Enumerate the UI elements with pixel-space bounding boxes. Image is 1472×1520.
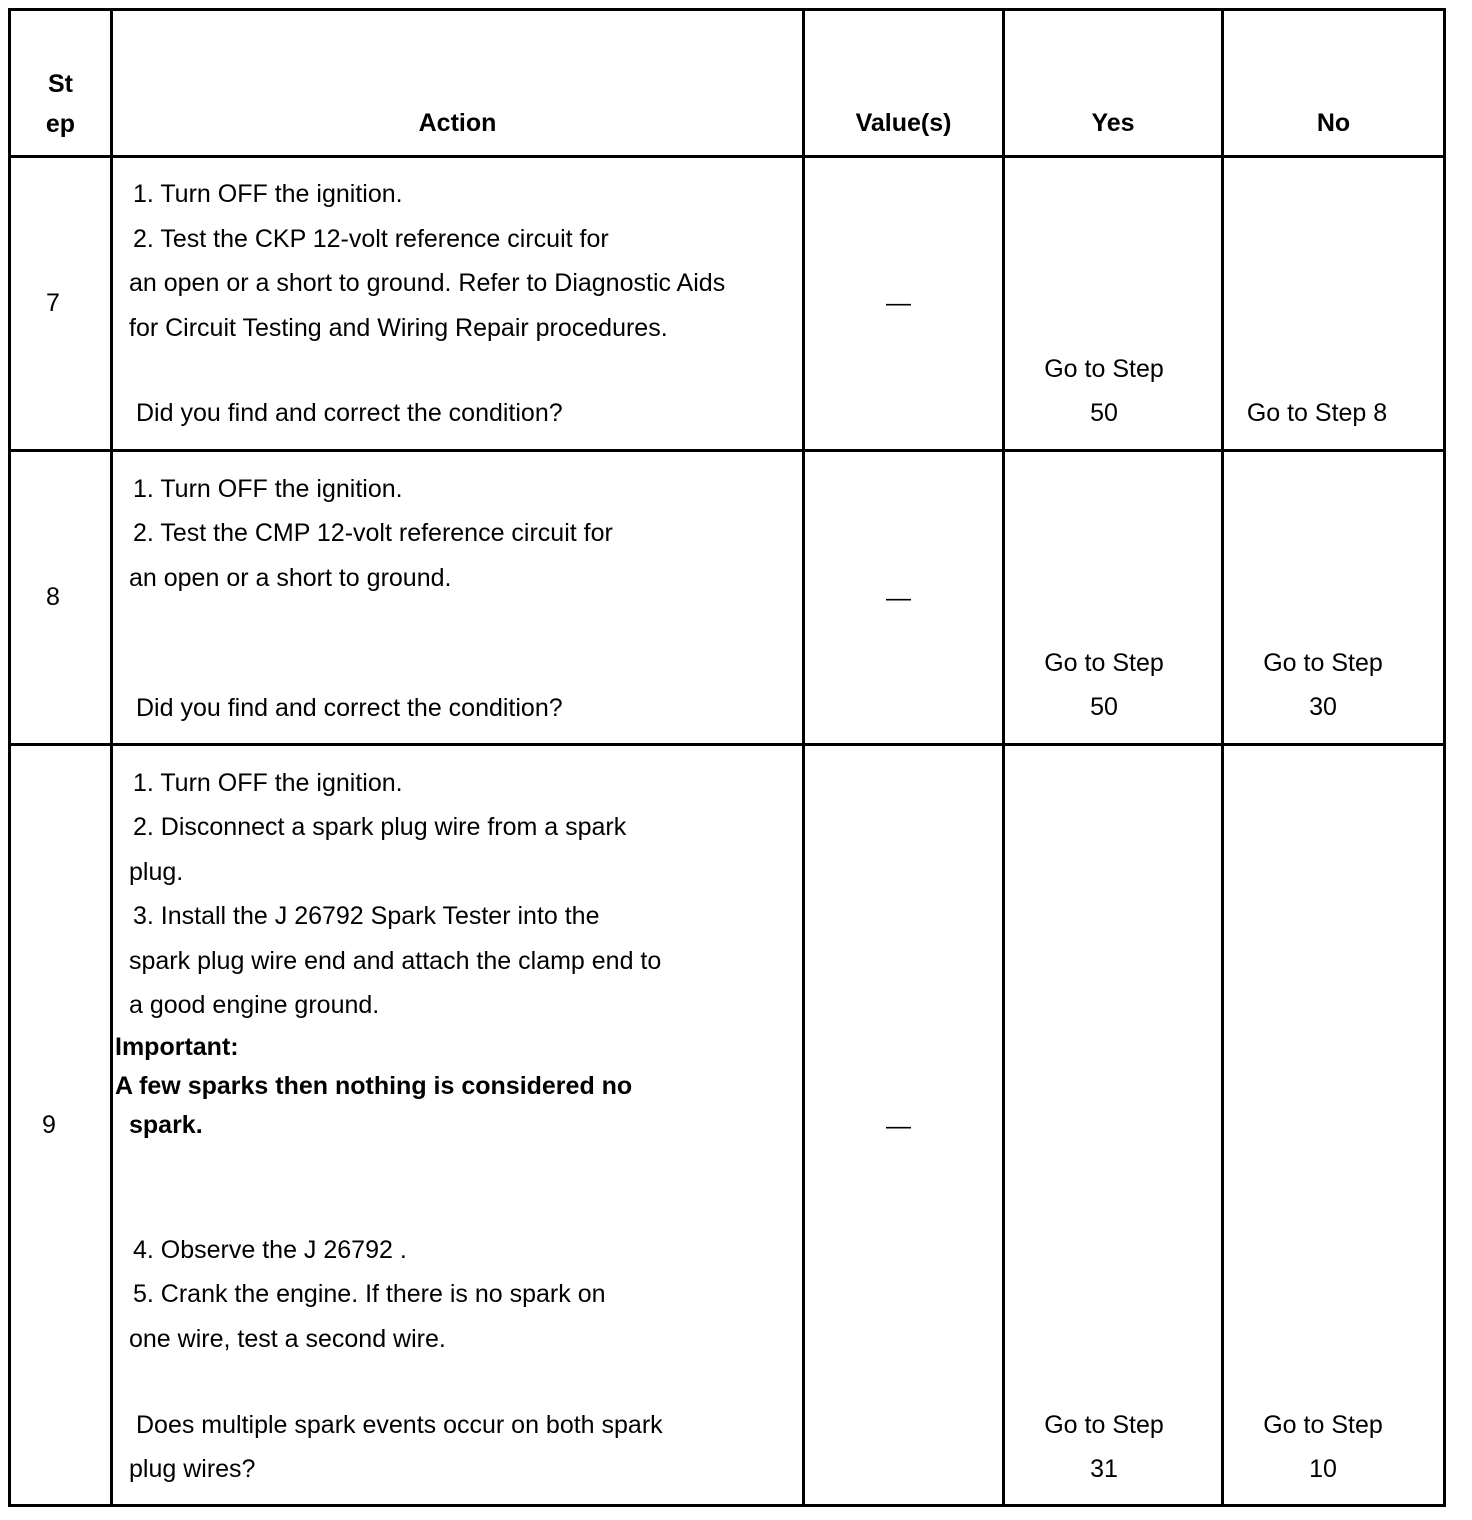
yes-link-line2: 50 xyxy=(1090,693,1118,721)
action-line: 3. Install the J 26792 Spark Tester into the xyxy=(133,902,600,930)
no-link[interactable] xyxy=(1224,1410,1422,1484)
value-cell: — xyxy=(886,289,911,317)
step-number: 8 xyxy=(46,583,60,611)
important-note: spark. xyxy=(129,1111,203,1139)
row-divider xyxy=(8,743,1446,746)
header-step xyxy=(11,69,110,139)
action-question: plug wires? xyxy=(129,1455,256,1483)
value-cell: — xyxy=(886,1112,911,1140)
column-divider xyxy=(110,8,113,1507)
action-line: 1. Turn OFF the ignition. xyxy=(133,180,403,208)
header-divider xyxy=(8,155,1446,158)
header-action: Action xyxy=(418,109,497,137)
yes-link-line2: 31 xyxy=(1090,1455,1118,1483)
action-line: 2. Disconnect a spark plug wire from a spark xyxy=(133,813,627,841)
yes-link-line1: Go to Step xyxy=(1044,649,1164,677)
no-link-line2: 10 xyxy=(1309,1455,1337,1483)
no-link[interactable] xyxy=(1224,648,1422,722)
no-link-line2: 30 xyxy=(1309,693,1337,721)
table-border-right xyxy=(1443,8,1446,1507)
action-line: an open or a short to ground. Refer to Diagnostic Aids xyxy=(129,269,726,297)
no-link[interactable]: Go to Step 8 xyxy=(1246,399,1388,427)
header-step-line1: St xyxy=(48,70,73,98)
header-values: Value(s) xyxy=(855,109,952,137)
action-line: 4. Observe the J 26792 . xyxy=(133,1236,407,1264)
important-label: Important: xyxy=(115,1033,239,1061)
table-border-top xyxy=(8,8,1446,11)
action-line: a good engine ground. xyxy=(129,991,380,1019)
action-question: Did you find and correct the condition? xyxy=(136,399,563,427)
action-line: 1. Turn OFF the ignition. xyxy=(133,769,403,797)
no-link-line1: Go to Step xyxy=(1263,1411,1383,1439)
action-line: 1. Turn OFF the ignition. xyxy=(133,475,403,503)
step-number: 7 xyxy=(46,289,60,317)
yes-link-line1: Go to Step xyxy=(1044,1411,1164,1439)
yes-link-line2: 50 xyxy=(1090,399,1118,427)
action-line: spark plug wire end and attach the clamp end to xyxy=(129,947,662,975)
action-line: for Circuit Testing and Wiring Repair procedures. xyxy=(129,314,668,342)
column-divider xyxy=(802,8,805,1507)
row-divider xyxy=(8,449,1446,452)
action-line: 2. Test the CMP 12-volt reference circuit for xyxy=(133,519,613,547)
yes-link-line1: Go to Step xyxy=(1044,355,1164,383)
column-divider xyxy=(1221,8,1224,1507)
important-note: A few sparks then nothing is considered no xyxy=(115,1072,633,1100)
action-line: plug. xyxy=(129,858,184,886)
yes-link[interactable] xyxy=(1005,1410,1203,1484)
yes-link[interactable] xyxy=(1005,354,1203,428)
yes-link[interactable] xyxy=(1005,648,1203,722)
header-no: No xyxy=(1316,109,1351,137)
action-line: 2. Test the CKP 12-volt reference circuit for xyxy=(133,225,609,253)
header-yes: Yes xyxy=(1091,109,1135,137)
column-divider xyxy=(1002,8,1005,1507)
table-border-left xyxy=(8,8,11,1507)
action-question: Does multiple spark events occur on both spark xyxy=(136,1411,663,1439)
value-cell: — xyxy=(886,584,911,612)
action-question: Did you find and correct the condition? xyxy=(136,694,563,722)
action-line: an open or a short to ground. xyxy=(129,564,452,592)
action-line: 5. Crank the engine. If there is no spark on xyxy=(133,1280,606,1308)
action-line: one wire, test a second wire. xyxy=(129,1325,446,1353)
header-step-line2: ep xyxy=(45,110,76,138)
no-link-line1: Go to Step xyxy=(1263,649,1383,677)
table-border-bottom xyxy=(8,1504,1446,1507)
step-number: 9 xyxy=(42,1111,56,1139)
